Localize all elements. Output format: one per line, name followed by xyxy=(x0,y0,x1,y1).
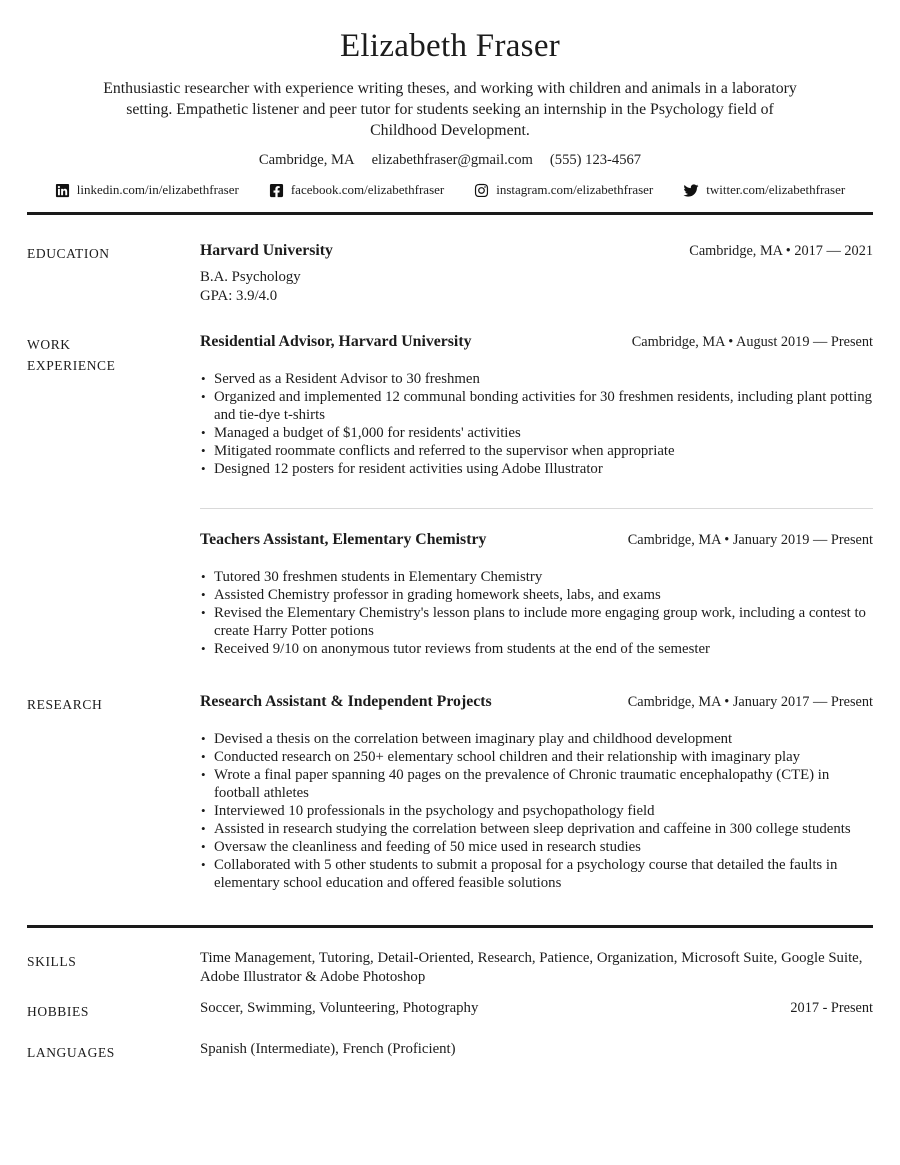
section-label-education: EDUCATION xyxy=(27,246,110,261)
job-entry-head xyxy=(200,332,873,351)
social-row xyxy=(27,182,873,198)
email-text: elizabethfraser@gmail.com xyxy=(371,152,533,168)
hobbies-row xyxy=(27,999,873,1022)
job-entry-head xyxy=(200,530,873,549)
education-entry-date: Cambridge, MA • 2017 — 2021 xyxy=(689,243,873,259)
social-link-label: facebook.com/elizabethfraser xyxy=(290,182,445,197)
skills-row xyxy=(27,949,873,986)
bullet-item: • Tutored 30 freshmen students in Elementary Chemistry xyxy=(200,568,873,586)
twitter-icon xyxy=(683,183,699,198)
footer-divider xyxy=(27,925,873,928)
social-link-linkedin[interactable] xyxy=(55,182,239,198)
resume-body xyxy=(27,241,873,892)
job-entry xyxy=(200,530,873,658)
bullet-item: • Collaborated with 5 other students to submit a proposal for a psychology course that detailed the faults in elementary school education and offered feasible solutions xyxy=(200,856,873,892)
education-gpa: GPA: 3.9/4.0 xyxy=(200,287,278,304)
education-degree: B.A. Psychology xyxy=(200,269,301,285)
job-entry xyxy=(200,332,873,478)
bullet-item: • Received 9/10 on anonymous tutor reviews from students at the end of the semester xyxy=(200,640,873,658)
bullet-item: • Designed 12 posters for resident activities using Adobe Illustrator xyxy=(200,460,873,478)
research-bullet-list xyxy=(200,730,873,892)
bullet-item: • Wrote a final paper spanning 40 pages on the prevalence of Chronic traumatic encephalopathy (CTE) in football athletes xyxy=(200,766,873,802)
social-link-facebook[interactable] xyxy=(269,182,444,198)
job-bullet-list xyxy=(200,370,873,478)
education-entry-head xyxy=(200,241,873,260)
research-content xyxy=(200,692,873,892)
instagram-icon xyxy=(474,183,489,198)
education-entry-title: Harvard University xyxy=(200,242,333,259)
bullet-item: • Interviewed 10 professionals in the psychology and psychopathology field xyxy=(200,802,873,820)
bullet-item: • Assisted in research studying the correlation between sleep deprivation and caffeine in 300 college students xyxy=(200,820,873,838)
skills-value: Time Management, Tutoring, Detail-Oriented, Research, Patience, Organization, Microsoft Suite, Google Suite, Adobe Illustrator & Adobe Photoshop xyxy=(200,950,863,985)
facebook-icon xyxy=(269,183,284,198)
job-date: Cambridge, MA • January 2019 — Present xyxy=(627,532,873,548)
hobbies-content xyxy=(200,999,873,1022)
section-work-experience xyxy=(27,332,873,658)
bullet-item: • Oversaw the cleanliness and feeding of 50 mice used in research studies xyxy=(200,838,873,856)
resume-footer xyxy=(27,949,873,1063)
section-research xyxy=(27,692,873,892)
section-label-languages: LANGUAGES xyxy=(27,1045,115,1060)
section-label-work-experience: WORK EXPERIENCE xyxy=(27,337,116,373)
social-link-label: twitter.com/elizabethfraser xyxy=(706,182,846,197)
section-label-research: RESEARCH xyxy=(27,697,103,712)
social-link-label: linkedin.com/in/elizabethfraser xyxy=(76,182,239,197)
social-link-label: instagram.com/elizabethfraser xyxy=(496,182,654,197)
education-content xyxy=(200,241,873,305)
person-name: Elizabeth Fraser xyxy=(339,28,561,64)
work-content xyxy=(200,332,873,658)
contact-row xyxy=(27,152,873,169)
resume-header xyxy=(27,0,873,198)
phone-text: (555) 123-4567 xyxy=(549,152,642,168)
section-education xyxy=(27,241,873,305)
bullet-item: • Assisted Chemistry professor in grading homework sheets, labs, and exams xyxy=(200,586,873,604)
job-divider xyxy=(200,508,873,509)
bullet-item: • Managed a budget of $1,000 for residents' activities xyxy=(200,424,873,442)
bullet-item: • Mitigated roommate conflicts and referred to the supervisor when appropriate xyxy=(200,442,873,460)
bullet-item: • Devised a thesis on the correlation between imaginary play and childhood development xyxy=(200,730,873,748)
job-title: Residential Advisor, Harvard University xyxy=(200,333,472,350)
bullet-item: • Served as a Resident Advisor to 30 freshmen xyxy=(200,370,873,388)
hobbies-date: 2017 - Present xyxy=(790,1000,873,1016)
linkedin-icon xyxy=(55,183,70,198)
languages-value: Spanish (Intermediate), French (Proficient) xyxy=(200,1041,456,1057)
bullet-item: • Revised the Elementary Chemistry's lesson plans to include more engaging group work, including a contest to create Harry Potter potions xyxy=(200,604,873,640)
social-link-instagram[interactable] xyxy=(474,182,653,198)
job-bullet-list xyxy=(200,568,873,658)
section-label-skills: SKILLS xyxy=(27,954,77,969)
summary-text: Enthusiastic researcher with experience writing theses, and working with children and animals in a laboratory setting. Empathetic listener and peer tutor for students seeking an internship in the Psychology field of Childhood Development. xyxy=(103,80,797,139)
section-label-hobbies: HOBBIES xyxy=(27,1004,89,1019)
job-date: Cambridge, MA • August 2019 — Present xyxy=(631,334,873,350)
bullet-item: • Conducted research on 250+ elementary school children and their relationship with imaginary play xyxy=(200,748,873,766)
job-title: Teachers Assistant, Elementary Chemistry xyxy=(200,531,487,548)
social-link-twitter[interactable] xyxy=(683,182,845,198)
research-date: Cambridge, MA • January 2017 — Present xyxy=(627,694,873,710)
research-entry-head xyxy=(200,692,873,711)
header-divider xyxy=(27,212,873,215)
bullet-item: • Organized and implemented 12 communal bonding activities for 30 freshmen residents, including plant potting and tie-dye t-shirts xyxy=(200,388,873,424)
languages-row xyxy=(27,1040,873,1063)
education-details xyxy=(200,268,873,305)
location-text: Cambridge, MA xyxy=(258,152,355,168)
hobbies-value: Soccer, Swimming, Volunteering, Photography xyxy=(200,1000,479,1016)
research-title: Research Assistant & Independent Projects xyxy=(200,693,492,710)
